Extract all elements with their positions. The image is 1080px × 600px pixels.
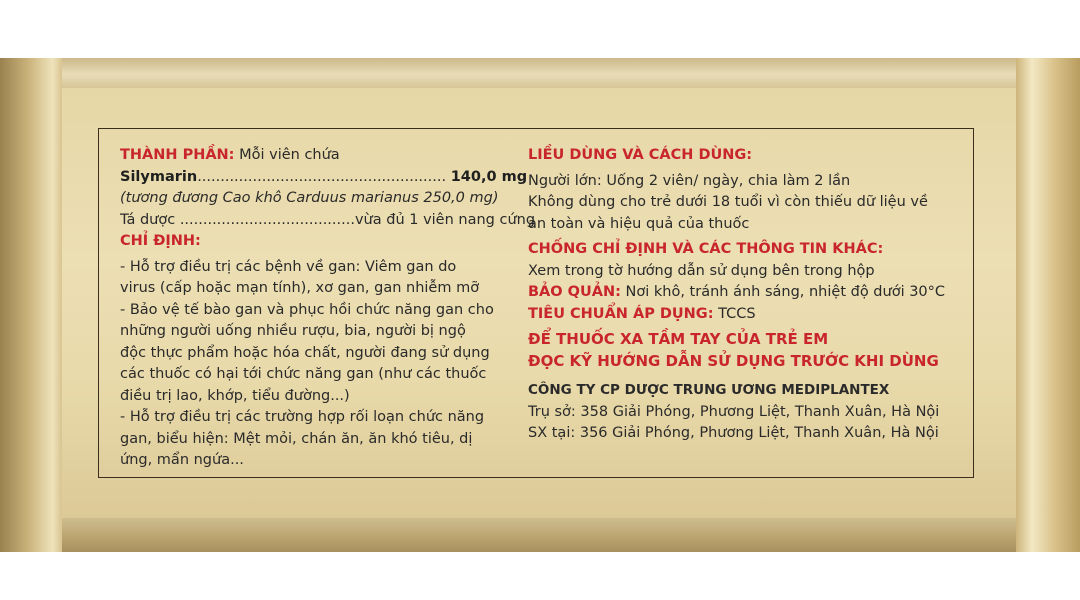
box-right-flap: [1016, 58, 1080, 552]
standard-line: [528, 304, 978, 326]
box-left-flap: [0, 58, 62, 552]
indication-line: điều trị lao, khớp, tiểu đường...): [120, 387, 350, 404]
warning-children: ĐỂ THUỐC XA TẦM TAY CỦA TRẺ EM: [528, 330, 829, 348]
standard-label: TIÊU CHUẨN ÁP DỤNG:: [528, 305, 714, 322]
storage-text: Nơi khô, tránh ánh sáng, nhiệt độ dưới 30°C: [625, 284, 946, 300]
silymarin-amount: 140,0 mg: [450, 168, 528, 185]
box-bottom-edge: [0, 518, 1080, 552]
factory-line: [528, 423, 978, 445]
standard-text: TCCS: [718, 305, 756, 322]
indication-line: - Bảo vệ tế bào gan và phục hồi chức năng gan cho: [120, 301, 494, 318]
left-column: [120, 145, 536, 472]
excipient-amount: vừa đủ 1 viên nang cứng: [354, 211, 536, 228]
ingredients-line: [120, 145, 520, 167]
headquarters-address: 358 Giải Phóng, Phương Liệt, Thanh Xuân, Hà Nội: [580, 403, 940, 420]
headquarters-line: [528, 402, 978, 424]
indication-heading: CHỈ ĐỊNH:: [120, 233, 201, 249]
contraindication-heading: CHỐNG CHỈ ĐỊNH VÀ CÁC THÔNG TIN KHÁC:: [528, 241, 884, 257]
indication-line: virus (cấp hoặc mạn tính), xơ gan, gan nhiễm mỡ: [120, 280, 480, 296]
silymarin-dots: ......................................................: [197, 168, 447, 185]
silymarin-line: [120, 167, 528, 189]
indication-line: - Hỗ trợ điều trị các bệnh về gan: Viêm gan do: [120, 258, 457, 275]
warning-read-instructions: ĐỌC KỸ HƯỚNG DẪN SỬ DỤNG TRƯỚC KHI DÙNG: [528, 351, 939, 370]
headquarters-label: Trụ sở:: [528, 403, 576, 420]
excipient-dots: ......................................: [179, 211, 355, 228]
indication-line: ứng, mẩn ngứa...: [120, 452, 244, 468]
excipient-line: [120, 210, 536, 232]
indication-line: độc thực phẩm hoặc hóa chất, người đang sử dụng: [120, 344, 490, 361]
indication-line: các thuốc có hại tới chức năng gan (như các thuốc: [120, 366, 487, 382]
box-top-edge: [0, 58, 1080, 88]
dosage-heading: LIỀU DÙNG VÀ CÁCH DÙNG:: [528, 147, 753, 163]
indication-line: những người uống nhiều rượu, bia, người bị ngộ: [120, 323, 466, 339]
indication-line: - Hỗ trợ điều trị các trường hợp rối loạn chức năng: [120, 409, 485, 425]
ingredients-heading: THÀNH PHẦN:: [120, 147, 235, 163]
factory-label: SX tại:: [528, 425, 576, 441]
company-name: CÔNG TY CP DƯỢC TRUNG ƯƠNG MEDIPLANTEX: [528, 382, 890, 398]
dosage-line: an toàn và hiệu quả của thuốc: [528, 215, 750, 232]
silymarin-name: Silymarin: [120, 168, 198, 185]
ingredients-intro: Mỗi viên chứa: [239, 147, 340, 163]
indication-line: gan, biểu hiện: Mệt mỏi, chán ăn, ăn khó tiêu, dị: [120, 430, 473, 447]
storage-line: [528, 282, 978, 304]
dosage-line: Người lớn: Uống 2 viên/ ngày, chia làm 2 lần: [528, 172, 851, 189]
right-column: [528, 145, 978, 445]
equivalent-line: (tương đương Cao khô Carduus marianus 250,0 mg): [120, 190, 499, 206]
factory-address: 356 Giải Phóng, Phương Liệt, Thanh Xuân, Hà Nội: [579, 425, 939, 441]
excipient-name: Tá dược: [120, 211, 176, 228]
contraindication-text: Xem trong tờ hướng dẫn sử dụng bên trong hộp: [528, 262, 875, 279]
dosage-line: Không dùng cho trẻ dưới 18 tuổi vì còn thiếu dữ liệu về: [528, 194, 928, 210]
storage-label: BẢO QUẢN:: [528, 284, 621, 300]
